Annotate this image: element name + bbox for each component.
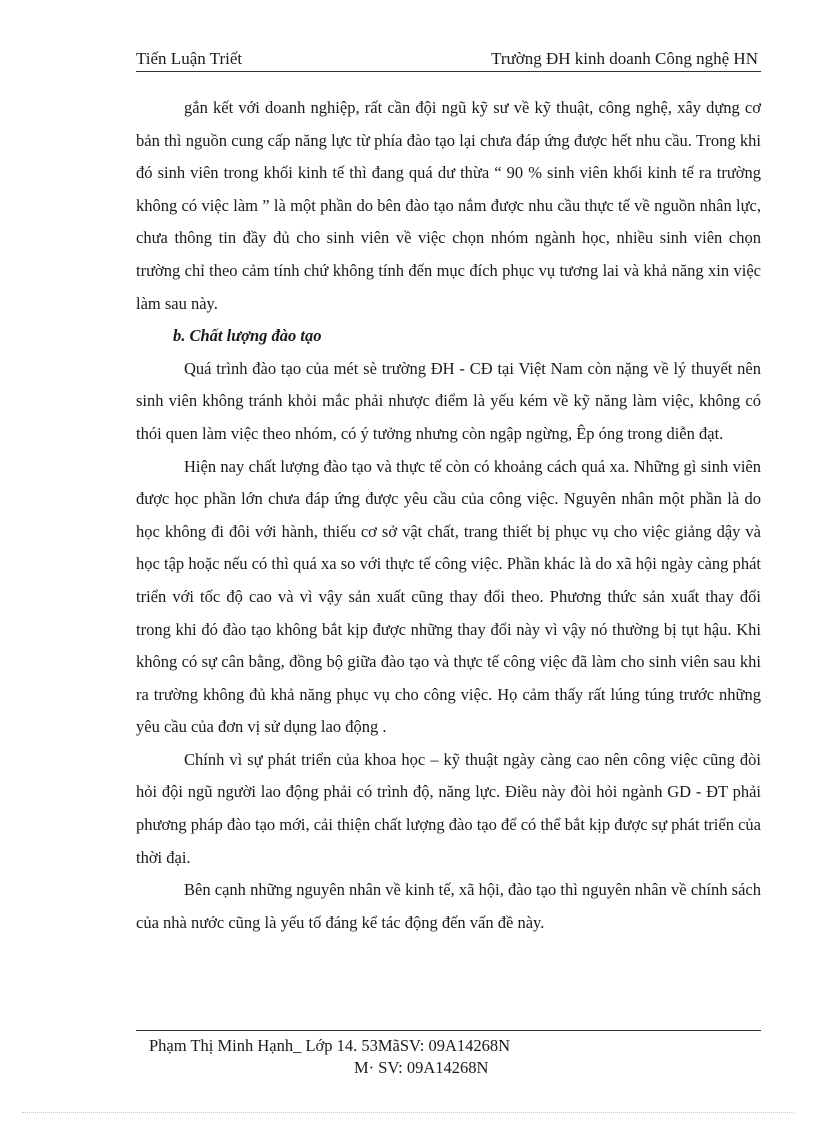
header-institution: Trường ĐH kinh doanh Công nghệ HN [491,49,758,68]
page-footer [149,1035,709,1079]
document-body [136,92,761,939]
footer-divider [136,1030,761,1031]
page-header [136,49,760,73]
footer-line-2: M· SV: 09A14268N [354,1058,489,1077]
section-heading: b. Chất lượng đào tạo [173,326,322,346]
paragraph-2: Quá trình đào tạo của mét sè trường ĐH - CĐ tại Việt Nam còn nặng về lý thuyết nên sinh viên không tránh khỏi mắc phải nhược điểm là yếu kém về kỹ năng làm việc, không có thói quen làm việc theo nhóm, có ý tưởng nhưng còn ngập ngừng, Êp óng trong diễn đạt. [136,358,761,443]
paragraph-5: Bên cạnh những nguyên nhân về kinh tế, xã hội, đào tạo thì nguyên nhân về chính sách của nhà nước cũng là yếu tố đáng kể tác động đến vấn đề này. [136,880,761,932]
footer-line-1: Phạm Thị Minh Hạnh_ Lớp 14. 53MãSV: 09A14268N [149,1036,511,1055]
header-author: Tiến Luận Triết [136,49,243,68]
paragraph-1: gắn kết với doanh nghiệp, rất cần đội ngũ kỹ sư về kỹ thuật, công nghệ, xây dựng cơ bản thì nguồn cung cấp năng lực từ phía đào tạo lại chưa đáp ứng được hết nhu cầu. Trong khi đó sinh viên trong khối kinh tế thì đang quá dư thừa “ 90 % sinh viên khối kinh tế ra trường không có việc làm ” là một phần do bên đào tạo nắm được nhu cầu thực tế về nguồn nhân lực, chưa thông tin đầy đủ cho sinh viên về việc chọn nhóm ngành học, nhiều sinh viên chọn trường chỉ theo cảm tính chứ không tính đến mục đích phục vụ tương lai và khả năng xin việc làm sau này. [136,98,761,313]
page-edge-dots [22,1112,794,1113]
header-divider [136,71,761,72]
paragraph-4: Chính vì sự phát triển của khoa học – kỹ thuật ngày càng cao nên công việc cũng đòi hỏi đội ngũ người lao động phải có trình độ, năng lực. Điều này đòi hỏi ngành GD - ĐT phải phương pháp đào tạo mới, cải thiện chất lượng đào tạo để có thể bắt kịp được sự phát triển của thời đại. [136,749,761,867]
paragraph-3: Hiện nay chất lượng đào tạo và thực tế còn có khoảng cách quá xa. Những gì sinh viên được học phần lớn chưa đáp ứng được yêu cầu của công việc. Nguyên nhân một phần là do học không đi đôi với hành, thiếu cơ sở vật chất, trang thiết bị phục vụ cho việc giảng dậy và học tập hoặc nếu có thì quá xa so với thực tế công việc. Phần khác là do xã hội ngày càng phát triển với tốc độ cao và vì vậy sản xuất cũng thay đổi theo. Phương thức sản xuất thay đổi trong khi đó đào tạo không bắt kịp được những thay đổi này vì vậy nó thường bị tụt hậu. Khi không có sự cân bằng, đồng bộ giữa đào tạo và thực tế công việc đã làm cho sinh viên sau khi ra trường không đủ khả năng phục vụ cho công việc. Họ cảm thấy rất lúng túng trước những yêu cầu của đơn vị sử dụng lao động . [136,456,761,737]
